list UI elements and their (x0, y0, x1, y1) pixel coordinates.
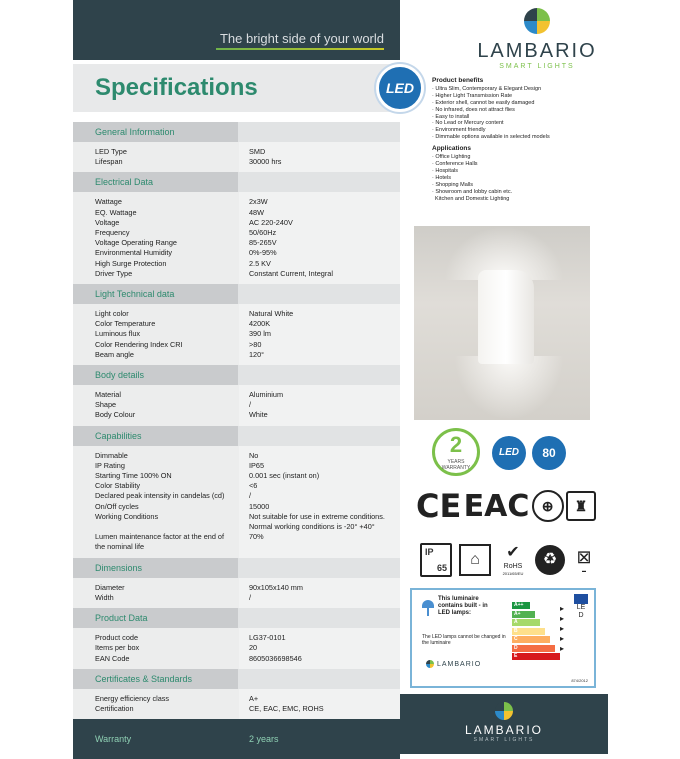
section-title: Certificates & Standards (95, 673, 193, 684)
eu-flag-icon (574, 594, 588, 604)
product-photo (414, 226, 590, 420)
spec-label: Working Conditions (95, 511, 159, 521)
energy-class-bar: B (512, 628, 545, 635)
section-header (73, 558, 400, 578)
spec-label: Color Rendering Index CRI (95, 339, 183, 349)
spec-value: 120° (249, 349, 265, 359)
cert-row-2 (420, 540, 596, 580)
spec-value: 15000 (249, 501, 270, 511)
brand-name: LAMBARIO (477, 40, 597, 62)
spec-label: Diameter (95, 582, 125, 592)
applications-heading: Applications (432, 145, 472, 153)
application-item: · Conference Halls (432, 160, 478, 167)
section-header (73, 122, 400, 142)
spec-label: Voltage (95, 217, 120, 227)
spec-label: EAN Code (95, 653, 130, 663)
brand-logo (472, 8, 602, 74)
energy-label (410, 588, 596, 688)
spec-value: / (249, 491, 252, 501)
rohs-icon: ✔ RoHS 2011/65/EU (502, 544, 524, 576)
spec-value: Normal working conditions is -20° +40° (249, 522, 375, 532)
spec-value: 0.001 sec (instant on) (249, 471, 320, 481)
application-item: · Showroom and lobby cabin etc. (432, 188, 513, 195)
downlight-symbol-icon: ⊕ (532, 490, 564, 522)
weee-bin-icon: ⊠ ▬ (576, 547, 592, 573)
spec-value: Natural White (249, 309, 294, 319)
spec-value: 90x105x140 mm (249, 582, 303, 592)
spec-value: 2x3W (249, 197, 268, 207)
section-header (73, 608, 400, 628)
warranty-row (73, 719, 400, 759)
indoor-use-icon: ⌂ (459, 544, 491, 576)
energy-class-bar: A+ (512, 611, 535, 618)
cert-row-1 (416, 486, 596, 526)
energy-label-note: The LED lamps cannot be changed in the luminaire (422, 634, 506, 646)
footer-logo-mark-icon (495, 702, 513, 720)
spec-value (249, 542, 400, 552)
benefit-item: · Dimmable options available in selected models (432, 134, 550, 141)
section-header (73, 172, 400, 192)
section-title: Capabilities (95, 430, 142, 441)
spec-label: High Surge Protection (95, 258, 167, 268)
spec-value: 8605036698546 (249, 653, 302, 663)
application-item: · Hotels (432, 174, 451, 181)
spec-value: 20 (249, 643, 258, 653)
spec-value: LG37-0101 (249, 633, 286, 643)
spec-label: Items per box (95, 643, 140, 653)
led-circle-icon: LED (492, 436, 526, 470)
section-title: Dimensions (95, 562, 143, 573)
spec-section (73, 608, 400, 669)
header-bar (73, 0, 400, 60)
benefit-item: · Exterior shell, cannot be easily damaged (432, 99, 535, 106)
brand-sub: SMART LIGHTS (499, 63, 575, 70)
spec-label: EQ. Wattage (95, 207, 137, 217)
spec-label: Lumen maintenance factor at the end of (95, 532, 224, 542)
spec-label: the nominal life (95, 542, 145, 552)
ip65-icon: IP 65 (420, 543, 452, 577)
benefits-list (432, 86, 602, 141)
spec-value: 70% (249, 532, 264, 542)
spec-value: AC 220-240V (249, 217, 293, 227)
spec-label: On/Off cycles (95, 501, 139, 511)
spec-value: <6 (249, 481, 258, 491)
energy-class-bar: C (512, 636, 550, 643)
energy-class-bar: E (512, 653, 560, 660)
energy-label-logo: LAMBARIO (426, 660, 481, 668)
spec-label: Color Stability (95, 481, 141, 491)
spec-value: 30000 hrs (249, 157, 282, 167)
spec-section (73, 172, 400, 284)
benefits-heading: Product benefits (432, 77, 484, 84)
section-title: Body details (95, 370, 145, 381)
spec-value: / (249, 400, 252, 410)
spec-label: Declared peak intensity in candelas (cd) (95, 491, 225, 501)
spec-value: CE, EAC, EMC, ROHS (249, 703, 324, 713)
spec-value: White (249, 410, 268, 420)
spec-label: Product code (95, 633, 138, 643)
energy-class-bars (512, 602, 562, 662)
spec-label: Shape (95, 400, 117, 410)
eac-mark-icon: EAC (463, 488, 530, 524)
spec-label: Luminous flux (95, 329, 141, 339)
spec-section (73, 558, 400, 608)
spec-label: Driver Type (95, 268, 133, 278)
spec-label: IP Rating (95, 460, 125, 470)
spec-value: 50/60Hz (249, 228, 277, 238)
spec-label (95, 522, 236, 532)
footer-logo (400, 694, 608, 754)
spec-value: 85-265V (249, 238, 277, 248)
warranty-badge-icon: 2 YEARS WARRANTY (432, 428, 480, 476)
application-item: · Hospitals (432, 167, 458, 174)
spec-label: Body Colour (95, 410, 136, 420)
spec-table (73, 122, 400, 759)
logo-mark-icon (524, 8, 550, 34)
spec-label: Lifespan (95, 157, 123, 167)
energy-label-title: This luminaire contains built - in LED lamps: (438, 596, 488, 616)
section-title: General Information (95, 127, 175, 137)
page-title: Specifications (95, 74, 258, 101)
spec-section (73, 284, 400, 365)
spec-label: Certification (95, 703, 134, 713)
table-lamp-symbol-icon: ♜ (566, 491, 596, 521)
feature-badges (432, 428, 592, 478)
spec-value: Aluminium (249, 390, 284, 400)
energy-class-bar: A (512, 619, 540, 626)
spec-section (73, 426, 400, 558)
application-item: · Office Lighting (432, 154, 471, 161)
section-header (73, 669, 400, 689)
cri-80-icon: 80 (532, 436, 566, 470)
spec-value: 0%-95% (249, 248, 277, 258)
applications-list (432, 154, 602, 202)
benefit-item: · Ultra Slim, Contemporary & Elegant Design (432, 85, 542, 92)
benefit-item: · Higher Light Transmission Rate (432, 92, 513, 99)
benefits-panel (432, 78, 602, 202)
spec-section (73, 365, 400, 426)
section-header (73, 284, 400, 304)
footer-brand-sub: SMART LIGHTS (473, 737, 535, 743)
benefit-item: · Environment friendly (432, 127, 486, 134)
energy-class-arrows: ▸ ▸ ▸ ▸ ▸ (560, 604, 565, 653)
application-item: · Shopping Malls (432, 181, 473, 188)
section-title: Product Data (95, 613, 148, 624)
spec-label: Environmental Humidity (95, 248, 173, 258)
spec-section (73, 669, 400, 719)
energy-label-side-text: LED (576, 604, 586, 619)
spec-value: 2.5 KV (249, 258, 271, 268)
section-title: Light Technical data (95, 289, 175, 300)
spec-value: Not suitable for use in extreme conditions. (249, 511, 385, 521)
lamp-icon (422, 600, 434, 616)
footer-brand-name: LAMBARIO (464, 723, 543, 737)
warranty-label: Warranty (95, 734, 132, 745)
spec-value: SMD (249, 147, 266, 156)
spec-label: Wattage (95, 197, 122, 207)
spec-value: >80 (249, 339, 262, 349)
wall-lamp-image (478, 270, 534, 364)
section-header (73, 365, 400, 385)
section-header (73, 426, 400, 446)
spec-label: Color Temperature (95, 319, 156, 329)
benefit-item: · No infrared, does not attract flies (432, 106, 515, 113)
benefit-item: · No Lead or Mercury content (432, 120, 504, 127)
energy-label-code: 874/2012 (571, 678, 588, 683)
spec-label: Material (95, 390, 121, 400)
spec-label: Width (95, 592, 114, 602)
tagline: The bright side of your world (219, 31, 384, 46)
spec-value: A+ (249, 693, 259, 703)
ce-mark-icon: CE (416, 487, 462, 525)
spec-label: Dimmable (95, 450, 128, 460)
benefit-item: · Easy to install (432, 113, 470, 120)
spec-label: Light color (95, 309, 129, 319)
spec-label: LED Type (95, 147, 127, 156)
recycle-icon: ♻ (535, 545, 565, 575)
spec-value: / (249, 592, 252, 602)
spec-label: Voltage Operating Range (95, 238, 177, 248)
spec-value: IP65 (249, 460, 265, 470)
spec-value: 390 lm (249, 329, 271, 339)
spec-section (73, 122, 400, 172)
spec-value: No (249, 450, 259, 460)
spec-value: Constant Current, Integral (249, 268, 333, 278)
spec-label: Starting Time 100% ON (95, 471, 172, 481)
energy-class-bar: A++ (512, 602, 530, 609)
led-badge-icon: LED (376, 64, 424, 112)
application-item: Kitchen and Domestic Lighting (432, 195, 510, 202)
warranty-value: 2 years (249, 734, 279, 745)
spec-value: 48W (249, 207, 265, 217)
energy-class-bar: D (512, 645, 555, 652)
spec-label: Frequency (95, 228, 130, 238)
tagline-underline (216, 48, 384, 50)
spec-value: 4200K (249, 319, 271, 329)
title-bar (73, 64, 400, 112)
spec-label: Beam angle (95, 349, 134, 359)
section-title: Electrical Data (95, 177, 154, 188)
spec-label: Energy efficiency class (95, 693, 170, 703)
